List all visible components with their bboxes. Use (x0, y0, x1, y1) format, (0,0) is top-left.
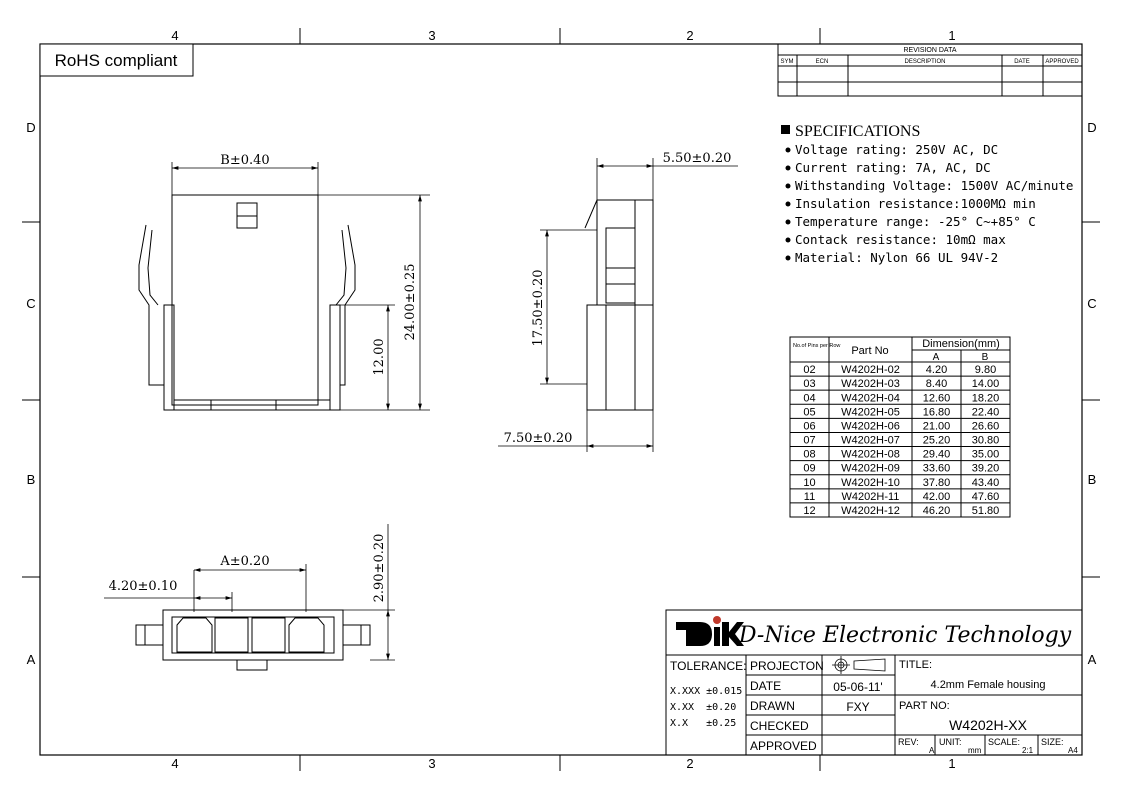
col-label: 2 (686, 756, 694, 771)
size-label: SIZE: (1041, 737, 1064, 747)
table-cell-b: 18.20 (971, 392, 1000, 405)
bullet-icon (786, 202, 791, 207)
scale-value: 2:1 (1022, 746, 1034, 755)
title-block (666, 610, 1082, 755)
spec-square-icon (781, 125, 790, 134)
rev-label: REV: (898, 737, 919, 747)
checked-label: CHECKED (750, 719, 809, 733)
size-value: A4 (1068, 746, 1078, 755)
part-label: PART NO: (899, 700, 950, 712)
table-cell-a: 29.40 (922, 448, 951, 461)
table-cell-part: W4202H-11 (841, 490, 900, 503)
table-cell-b: 14.00 (971, 378, 1000, 391)
revision-header: ECN (815, 59, 829, 65)
bullet-icon (786, 256, 791, 261)
row-label: B (1087, 472, 1097, 487)
title-value: 4.2mm Female housing (930, 679, 1046, 691)
rohs-label: RoHS compliant (54, 51, 178, 70)
spec-item: Material: Nylon 66 UL 94V-2 (795, 250, 999, 265)
table-cell-a: 21.00 (922, 420, 951, 433)
front-view (139, 195, 355, 410)
spec-item: Temperature range: -25° C~+85° C (795, 214, 1036, 229)
row-label: B (26, 472, 36, 487)
table-cell-b: 47.60 (971, 490, 1000, 503)
table-cell-pins: 10 (803, 476, 816, 489)
table-cell-pins: 11 (803, 490, 816, 503)
col-label: 3 (428, 756, 436, 771)
unit-value: mm (968, 746, 982, 755)
col-label: 2 (686, 28, 694, 43)
approved-label: APPROVED (750, 739, 817, 753)
spec-item: Voltage rating: 250V AC, DC (795, 142, 999, 157)
table-cell-part: W4202H-12 (841, 505, 900, 517)
table-cell-b: 26.60 (971, 420, 1000, 433)
rohs-box (40, 44, 193, 76)
projection-symbol-icon (832, 656, 885, 674)
revision-title: REVISION DATA (903, 47, 957, 54)
table-cell-b: 30.80 (971, 434, 1000, 447)
spec-item: Insulation resistance:1000MΩ min (795, 196, 1036, 211)
bullet-icon (786, 166, 791, 171)
tolerance-x: X.X ±0.25 (670, 718, 737, 729)
spec-item: Contack resistance: 10mΩ max (795, 232, 1006, 247)
col-pins-label: No.of Pins per Row (793, 343, 841, 349)
table-cell-part: W4202H-03 (841, 378, 900, 391)
revision-header: SYM (780, 59, 794, 65)
dim-lower-label: 12.00 (372, 338, 387, 376)
bullet-icon (786, 220, 791, 225)
revision-header: APPROVED (1045, 59, 1079, 65)
col-b-label: B (981, 352, 989, 363)
col-part-label: Part No (851, 345, 889, 357)
table-cell-a: 16.80 (922, 406, 951, 419)
table-cell-pins: 02 (803, 364, 816, 377)
spec-title: SPECIFICATIONS (795, 123, 921, 140)
table-cell-a: 4.20 (925, 364, 948, 377)
table-cell-b: 43.40 (971, 476, 1000, 489)
dim-height-label: 24.00±0.25 (403, 263, 418, 341)
table-cell-b: 22.40 (971, 406, 1000, 419)
table-cell-part: W4202H-08 (841, 448, 900, 461)
part-value: W4202H-XX (949, 717, 1027, 733)
revision-header: DATE (1014, 59, 1030, 65)
spec-item: Withstanding Voltage: 1500V AC/minute (795, 178, 1074, 193)
bullet-icon (786, 238, 791, 243)
row-label: C (26, 296, 36, 311)
date-label: DATE (750, 679, 782, 693)
rev-value: A (929, 746, 935, 755)
table-cell-a: 46.20 (922, 505, 951, 517)
tolerance-xxx: X.XXX ±0.015 (670, 686, 743, 697)
col-label: 1 (948, 756, 956, 771)
table-cell-b: 51.80 (971, 505, 1000, 517)
dim-bottom-label: 7.50±0.20 (503, 431, 573, 446)
company-logo (676, 616, 744, 646)
drawn-label: DRAWN (750, 699, 795, 713)
company-name: D-Nice Electronic Technology (738, 623, 1072, 648)
revision-header: DESCRIPTION (904, 59, 946, 65)
table-rows (790, 364, 1010, 517)
date-value: 05-06-11' (833, 680, 883, 694)
table-cell-a: 42.00 (922, 490, 951, 503)
tolerance-label: TOLERANCE: (670, 659, 747, 673)
col-label: 4 (171, 28, 179, 43)
table-cell-pins: 04 (803, 392, 816, 405)
table-cell-b: 39.20 (971, 462, 1000, 475)
revision-block (778, 44, 1082, 96)
specifications (781, 123, 1073, 265)
dim-b-label: B±0.40 (220, 153, 270, 168)
table-cell-pins: 03 (803, 378, 816, 391)
col-a-label: A (932, 352, 940, 363)
spec-item: Current rating: 7A, AC, DC (795, 160, 991, 175)
unit-label: UNIT: (939, 737, 962, 747)
dim-thick-label: 2.90±0.20 (372, 533, 387, 603)
table-cell-part: W4202H-05 (841, 406, 900, 419)
table-cell-b: 35.00 (971, 448, 1000, 461)
table-cell-part: W4202H-09 (841, 462, 900, 475)
title-label: TITLE: (899, 659, 933, 671)
table-cell-pins: 09 (803, 462, 816, 475)
col-label: 1 (948, 28, 956, 43)
table-cell-part: W4202H-07 (841, 434, 900, 447)
row-label: A (1087, 652, 1097, 667)
bottom-view (136, 610, 370, 670)
row-label: A (26, 652, 36, 667)
dim-side-height-label: 17.50±0.20 (531, 269, 546, 347)
table-cell-pins: 05 (803, 406, 816, 419)
table-cell-a: 12.60 (922, 392, 951, 405)
row-label: D (1087, 120, 1097, 135)
dimension-table (790, 337, 1010, 517)
table-cell-a: 8.40 (925, 378, 948, 391)
projection-label: PROJECTON (750, 659, 824, 673)
table-cell-part: W4202H-10 (841, 476, 900, 489)
table-cell-pins: 07 (803, 434, 816, 447)
bullet-icon (786, 148, 791, 153)
dim-pitch-label: 4.20±0.10 (108, 579, 178, 594)
col-label: 4 (171, 756, 179, 771)
drawn-value: FXY (846, 700, 870, 714)
table-cell-pins: 06 (803, 420, 816, 433)
table-cell-part: W4202H-02 (841, 364, 900, 377)
row-label: D (26, 120, 36, 135)
table-cell-part: W4202H-06 (841, 420, 900, 433)
bottom-dim-labels (109, 534, 387, 603)
dim-top-label: 5.50±0.20 (662, 151, 732, 166)
bullet-icon (786, 184, 791, 189)
row-label: C (1087, 296, 1097, 311)
col-label: 3 (428, 28, 436, 43)
table-cell-b: 9.80 (974, 364, 997, 377)
scale-label: SCALE: (988, 737, 1021, 747)
table-cell-a: 25.20 (922, 434, 951, 447)
table-cell-part: W4202H-04 (841, 392, 900, 405)
table-cell-a: 37.80 (922, 476, 951, 489)
table-cell-pins: 12 (803, 505, 816, 517)
side-dim-labels (504, 151, 732, 446)
dim-a-label: A±0.20 (220, 554, 270, 569)
side-view (585, 200, 653, 410)
table-cell-a: 33.60 (922, 462, 951, 475)
col-dim-label: Dimension(mm) (922, 338, 1000, 350)
front-dimensions (172, 162, 430, 410)
tolerance-xx: X.XX ±0.20 (670, 702, 737, 713)
table-cell-pins: 08 (803, 448, 816, 461)
